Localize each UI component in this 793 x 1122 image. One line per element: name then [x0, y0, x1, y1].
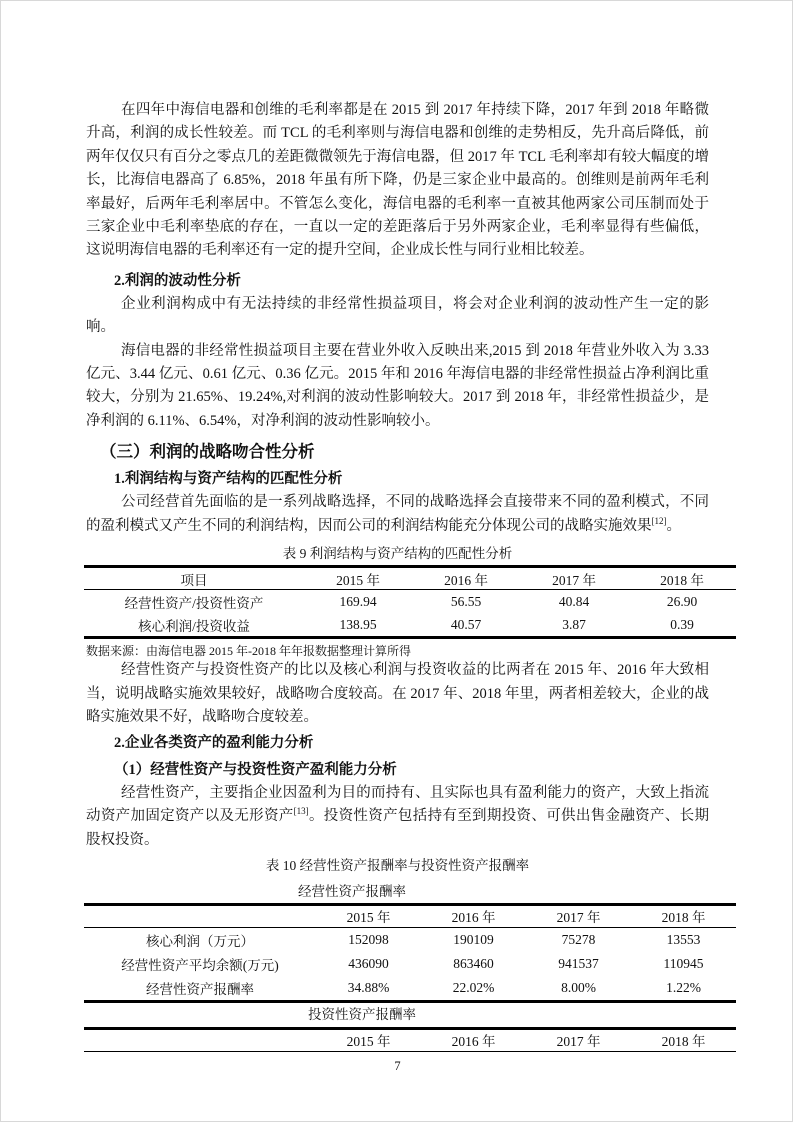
- row-label: 经营性资产/投资性资产: [124, 595, 264, 611]
- paragraph-volatility-intro: 企业利润构成中有无法持续的非经常性损益项目，将会对企业利润的波动性产生一定的影响。: [86, 295, 709, 336]
- table-9-row-coreprofit-vs-investincome: [84, 613, 736, 638]
- row-label: 经营性资产平均余额(万元): [121, 957, 279, 973]
- table-10-header-blank: [84, 904, 316, 927]
- heading-strategy-fit: （三）利润的战略吻合性分析: [100, 442, 315, 462]
- table-10b-header-2015: 2015 年: [346, 1034, 391, 1050]
- table-9-source-note: 数据来源：由海信电器 2015 年-2018 年年报数据整理计算所得: [86, 644, 411, 659]
- table-10-section1-title: 经营性资产报酬率: [298, 883, 406, 899]
- row-label: 核心利润（万元）: [146, 933, 254, 949]
- table-10-row-core-profit: [84, 927, 736, 952]
- table-10-operating-return: [84, 903, 736, 1003]
- cell-value: 26.90: [666, 593, 698, 609]
- cell-value: 110945: [663, 955, 704, 971]
- cell-value: 138.95: [339, 616, 377, 632]
- footnote-marker-12: [12]: [651, 515, 667, 526]
- table-9-header-2015: 2015 年: [336, 572, 380, 588]
- cell-value: 3.87: [562, 616, 586, 632]
- cell-value: 190109: [453, 931, 494, 947]
- cell-value: 75278: [561, 931, 596, 947]
- paragraph-nonrecurring-items: 海信电器的非经常性损益项目主要在营业外收入反映出来,2015 到 2018 年营业外收入为 3.33 亿元、3.44 亿元、0.61 亿元、0.36 亿元。2015 年和 2016 年海信电器的非经常性损益占净利润比重较大，分别为 21.65%、19.24%,对利润的波动性影响较大。2017 到 2018 年，非经常性损益少，是净利润的 6.11%、6.54%，对净利润的波动性影响较小。: [86, 342, 709, 429]
- table-10-header-2017: 2017 年: [556, 910, 601, 926]
- table-9-caption: 表 9 利润结构与资产结构的匹配性分析: [282, 546, 513, 562]
- table-10-caption: 表 10 经营性资产报酬率与投资性资产报酬率: [265, 857, 530, 873]
- table-10-section2-title: 投资性资产报酬率: [308, 1006, 416, 1022]
- table-9-header-2018: 2018 年: [660, 572, 704, 588]
- table-10b-header-2018: 2018 年: [661, 1034, 706, 1050]
- row-label: 经营性资产报酬率: [146, 981, 254, 997]
- heading-structure-match: 1.利润结构与资产结构的匹配性分析: [114, 471, 343, 488]
- paragraph-match-result: 经营性资产与投资性资产的比以及核心利润与投资收益的比两者在 2015 年、2016 年大致相当，说明战略实施效果较好，战略吻合度较高。在 2017 年、2018 年里，两者相差较大，企业的战略实施效果不好，战略吻合度较差。: [86, 662, 709, 725]
- cell-value: 0.39: [670, 616, 694, 632]
- table-9-header-row: [84, 567, 736, 590]
- cell-value: 152098: [348, 931, 389, 947]
- table-10-header-2015: 2015 年: [346, 910, 391, 926]
- table-10b-header-2017: 2017 年: [556, 1034, 601, 1050]
- table-10-investment-return: [84, 1027, 736, 1052]
- table-10-row-avg-operating-assets: [84, 952, 736, 976]
- paragraph-asset-text: 经营性资产，主要指企业因盈利为目的而持有、且实际也具有盈利能力的资产，大致上指流动资产加固定资产以及无形资产: [86, 784, 709, 825]
- cell-value: 56.55: [450, 593, 482, 609]
- cell-value: 34.88%: [347, 979, 390, 995]
- cell-value: 40.84: [558, 593, 590, 609]
- table-10-row-operating-return-rate: [84, 976, 736, 1002]
- cell-value: 436090: [348, 955, 389, 971]
- paragraph-strategy-period: 。: [666, 517, 681, 534]
- table-10b-header-blank: [84, 1028, 316, 1051]
- table-10-header-2018: 2018 年: [661, 910, 706, 926]
- page-number: 7: [394, 1058, 401, 1073]
- table-9: [84, 565, 736, 639]
- cell-value: 40.57: [450, 616, 482, 632]
- cell-value: 169.94: [339, 593, 377, 609]
- table-10b-header-2016: 2016 年: [451, 1034, 496, 1050]
- paragraph-strategy-choice: [86, 491, 709, 538]
- table-9-header-2017: 2017 年: [552, 572, 596, 588]
- page-content: [1, 1, 792, 1074]
- row-label: 核心利润/投资收益: [138, 618, 250, 634]
- table-10b-header-row: [84, 1028, 736, 1051]
- paragraph-gross-margin-analysis: 在四年中海信电器和创维的毛利率都是在 2015 到 2017 年持续下降，2017 年到 2018 年略微升高，利润的成长性较差。而 TCL 的毛利率则与海信电器和创维的走势相反，先升高后降低，前两年仅仅只有百分之零点几的差距微微领先于海信电器，但 2017 年 TCL 毛利率却有较大幅度的增长，比海信电器高了 6.85%，2018 年虽有所下降，仍是三家企业中最高的。创维则是前两年毛利率最好，后两年毛利率居中。不管怎么变化，海信电器的毛利率一直被其他两家公司压制而处于三家企业中毛利率垫底的存在，一直以一定的差距落后于另外两家企业，毛利率显得有些偏低，这说明海信电器的毛利率还有一定的提升空间，企业成长性与同行业相比较差。: [86, 102, 709, 259]
- heading-asset-profitability: 2.企业各类资产的盈利能力分析: [114, 734, 314, 751]
- heading-operating-investment-profitability: （1）经营性资产与投资性资产盈利能力分析: [114, 761, 397, 778]
- paragraph-asset-definition: [86, 782, 709, 852]
- paragraph-asset-rest: 。投资性资产包括持有至到期投资、可供出售金融资产、长期股权投资。: [86, 808, 709, 848]
- cell-value: 941537: [558, 955, 599, 971]
- table-9-row-operating-vs-investment: [84, 590, 736, 614]
- cell-value: 8.00%: [561, 979, 596, 995]
- cell-value: 863460: [453, 955, 494, 971]
- table-9-header-2016: 2016 年: [444, 572, 488, 588]
- table-10-header-2016: 2016 年: [451, 910, 496, 926]
- table-9-header-item: 项目: [180, 572, 208, 588]
- cell-value: 13553: [666, 931, 701, 947]
- table-10-header-row: [84, 904, 736, 927]
- heading-profit-volatility: 2.利润的波动性分析: [114, 272, 241, 289]
- paragraph-strategy-text: 公司经营首先面临的是一系列战略选择，不同的战略选择会直接带来不同的盈利模式，不同的盈利模式又产生不同的利润结构，因而公司的利润结构能充分体现公司的战略实施效果: [86, 494, 709, 534]
- cell-value: 22.02%: [452, 979, 495, 995]
- footnote-marker-13: [13]: [293, 806, 309, 817]
- cell-value: 1.22%: [666, 979, 701, 995]
